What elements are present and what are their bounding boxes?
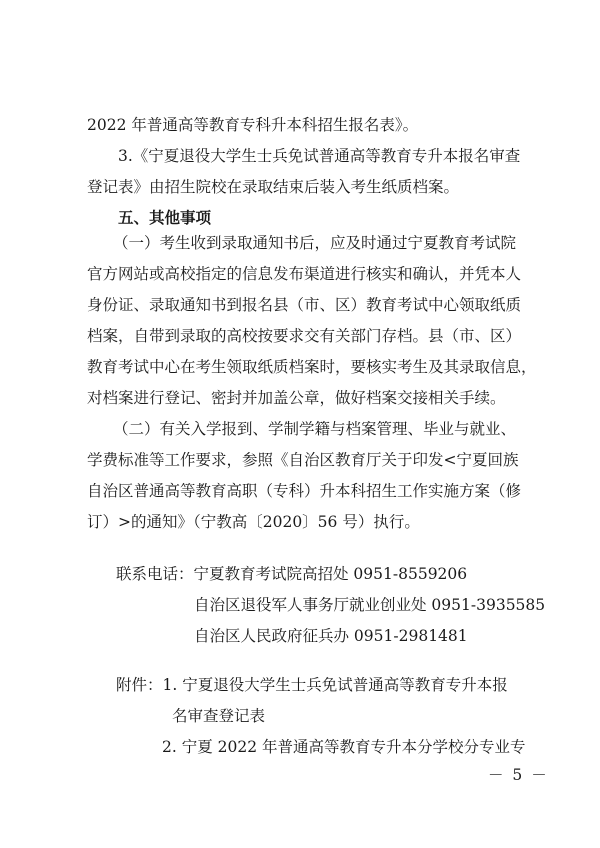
text-line: 订）>的通知》（宁教高〔2020〕56 号）执行。: [87, 513, 420, 531]
text-line: 教育考试中心在考生领取纸质档案时，要核实考生及其录取信息，: [87, 358, 537, 376]
contact-line: 自治区退役军人事务厅就业创业处 0951-3935585: [194, 596, 546, 614]
section-heading: 五、其他事项: [118, 209, 212, 227]
text-line: 学费标准等工作要求，参照《自治区教育厅关于印发<宁夏回族: [87, 451, 519, 469]
page-number: － 5 －: [488, 766, 549, 784]
attachment-line: 名审查登记表: [172, 707, 266, 725]
text-line: （一）考生收到录取通知书后，应及时通过宁夏教育考试院: [113, 234, 517, 252]
contact-line: 联系电话：宁夏教育考试院高招处 0951-8559206: [116, 565, 468, 583]
text-line: 对档案进行登记、密封并加盖公章，做好档案交接相关手续。: [87, 389, 506, 407]
text-line: （二）有关入学报到、学制学籍与档案管理、毕业与就业、: [113, 420, 517, 438]
attachment-line: 附件：1. 宁夏退役大学生士兵免试普通高等教育专升本报: [116, 676, 508, 694]
text-line: 官方网站或高校指定的信息发布渠道进行核实和确认，并凭本人: [87, 265, 522, 283]
text-line: 登记表》由招生院校在录取结束后装入考生纸质档案。: [87, 178, 460, 196]
text-line: 自治区普通高等教育高职（专科）升本科招生工作实施方案（修: [87, 482, 522, 500]
text-line: 2022 年普通高等教育专科升本科招生报名表》。: [87, 116, 419, 134]
text-line: 3.《宁夏退役大学生士兵免试普通高等教育专升本报名审查: [118, 147, 521, 165]
text-line: 身份证、录取通知书到报名县（市、区）教育考试中心领取纸质: [87, 296, 522, 314]
attachment-line: 2. 宁夏 2022 年普通高等教育专升本分学校分专业专: [162, 738, 526, 756]
text-line: 档案，自带到录取的高校按要求交有关部门存档。县（市、区）: [87, 327, 522, 345]
contact-line: 自治区人民政府征兵办 0951-2981481: [194, 627, 468, 645]
